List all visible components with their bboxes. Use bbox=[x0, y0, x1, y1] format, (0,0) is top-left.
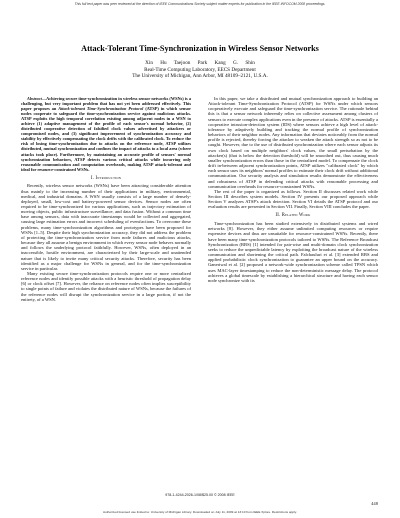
body-paragraph-2: The rest of the paper is organized as follows. Section II discusses related work while Section III describes system models. Section IV presents our proposed approach while Section V analyzes ATSP's attack detection. Section VI details the ATSP protocol and our evaluation results are presented in Section VII. Finally, Section VIII concludes the paper. bbox=[208, 188, 378, 210]
intro-paragraph-2: Many existing secure time-synchronization protocols require one or more centralized reference nodes and identify possible attacks with a heuristic threshold of propagation delay [6] or clock offset [7]. However, the reliance on reference nodes often implies susceptibility to single points of failure and violates the distributed nature of WSNs, because the failures of the reference nodes will disrupt the synchronization service in a large portion, if not the entirety, of a WSN. bbox=[21, 271, 191, 302]
author-affiliation: The University of Michigan, Ann Arbor, MI 48109–2121, U.S.A. bbox=[132, 73, 268, 80]
abstract-text: —Achieving secure time-synchronization in wireless sensor networks (WSNs) is a challenging, but very important problem that has not yet been addressed effectively. This paper proposes an bbox=[21, 96, 191, 112]
section-number: I. bbox=[90, 175, 95, 181]
abstract-rest: (ATSP) in which sensor nodes cooperate to safeguard the time-synchronization service against malicious attacks. ATSP exploits the high temporal correlation existing among adjacent nodes in a WSN to achieve (1) adaptive management of the profile of each sensor's normal behavior, (2) distributed cooperative detection of falsified clock values advertised by attackers or compromised nodes, and (3) significant improvement of synchronization accuracy and stability by effectively compensating the clock drifts with the calibrated clock. To reduce the risk of losing time-synchronization due to attacks on the reference node, ATSP utilizes distributed, mutual synchronization and confines the impact of attacks to a local area (where attacks took place). Furthermore, by maintaining an accurate profile of sensors' normal synchronization behaviors, ATSP detects various critical attacks while incurring only reasonable communication and computation overheads, making ATSP attack-tolerant and ideal for resource-constrained WSNs. bbox=[21, 106, 191, 172]
intro-paragraph-1: Recently, wireless sensor networks (WSNs) have been attracting considerable attention thus mainly to the increasing number of their applications in military, environmental, medical, and industrial domains. A WSN usually consists of a large number of densely-deployed, small, low-cost and battery-powered sensor devices. Sensor nodes are often required to be time-synchronized for various applications, such as trajectory estimation of moving objects, public infrastructure surveillance, and data fusion. Without a common time base among sensors, data with inaccurate timestamps would be collected and aggregated, causing large estimation errors and incorrect scheduling of event/actions. To overcome these problems, many time-synchronization algorithms and prototypes have been proposed for WSNs [1–5]. Despite their high synchronization accuracy, they did not address the problem of protecting the time-synchronization service from node failures and malicious attacks, because they all assume a benign environment in which every sensor node behaves normally and follows the underlying protocol faithfully. However, WSNs, often deployed in an inaccessible, hostile environment, are characterized by their large-scale and unattended nature that is likely to invite many critical security attacks. Therefore, security has been identified as a major challenge for WSNs in general, and for the time-synchronization service in particular. bbox=[21, 183, 191, 271]
isbn-footer: 978-1-4244-2026-1/08/$25.00 © 2008 IEEE bbox=[165, 493, 235, 497]
abstract-term: Attack-tolerant Time-Synchronization Protocol bbox=[58, 106, 144, 112]
section-title: Introduction bbox=[95, 175, 122, 181]
related-work-paragraph: Time-synchronization has been studied extensively in distributed systems and wired networks [8]. However, they either assume unlimited computing resources or require expensive devices and thus are unsuitable for resource-constrained WSNs. Recently, there have been many time-synchronization protocols tailored to WSNs. The Reference Broadcast Synchronization (RBS) [1] intended for pair-wise and multi-domain clock synchronization seeks to reduce the unpredictable latency by exploiting the broadcast nature of the wireless communication and shortening the critical path. Falchauluri et al. [3] extended RBS and applied probabilistic clock synchronization to guarantee an upper bound on the accuracy. Ganeriwal et al. [2] proposed a network-wide synchronization scheme called TPSN which uses MAC-layer timestamping to reduce the non-deterministic message delay. The protocol achieves a global timescale by establishing a hierarchical structure and having each sensor node synchronize with its bbox=[208, 221, 378, 283]
right-column bbox=[208, 96, 378, 283]
abstract bbox=[21, 96, 191, 172]
body-paragraph-1: In this paper, we take a distributed and mutual synchronization approach to building an Attack-tolerant Time-Synchronization Protocol (ATSP) for WSNs under which sensors cooperatively execute and safeguard the time-synchronization service. The rationale behind this is that a sensor network inherently relies on collective assessment among clusters of sensors to execute complex applications even in the presence of attacks. ATSP is essentially a cooperative intrusion-detection system (IDS) where sensors achieve a high level of attack-tolerance by adaptively building and tracking the normal profile of synchronization behaviors of their neighbor nodes. Any information that deviates noticeably from the normal profile is rejected, thereby forcing the attacker to weaken the attack strength so as not to be caught. However, due to the use of distributed synchronization where each sensor adjusts its own clock based on multiple neighbors' clock values, the small perturbation by the attacker(s) (that is below the detection threshold) will be smoothed out, thus causing much smaller synchronization errors than those in the centralized model. To compensate the clock drift in-between adjacent synchronization points, ATSP utilizes "calibrated clock" by which each sensor uses its neighbors' normal profiles to estimate their clock drift without additional communication. Our security analysis and simulation results demonstrate the effectiveness and robustness of ATSP in defending critical attacks with reasonable processing and communication overheads for resource-constrained WSNs. bbox=[208, 96, 378, 189]
paper-title: Attack-Tolerant Time-Synchronization in Wireless Sensor Networks bbox=[81, 44, 319, 53]
left-column bbox=[21, 96, 191, 302]
abstract-label: Abstract bbox=[27, 96, 42, 101]
peer-review-note: This full text paper was peer reviewed at the direction of IEEE Communications Society subject matter experts for publication in the IEEE INFOCOM 2008 proceedings. bbox=[74, 2, 326, 6]
section-title: Related Work bbox=[281, 213, 311, 219]
section-heading-related-work bbox=[208, 213, 378, 218]
section-heading-introduction bbox=[21, 176, 191, 181]
author-block bbox=[0, 60, 400, 80]
author-lab: Real-Time Computing Laboratory, EECS Department bbox=[144, 66, 256, 73]
license-notice: Authorized licensed use limited to: University of Michigan Library. Downloaded on July 11, 2009 at 13:10 from IEEE Xplore. Restrictions apply. bbox=[103, 510, 297, 514]
section-number: II. bbox=[275, 213, 281, 219]
author-names: Xin Hu Taejoon Park Kang G. Shin bbox=[145, 60, 255, 66]
page-number: 448 bbox=[371, 501, 378, 506]
